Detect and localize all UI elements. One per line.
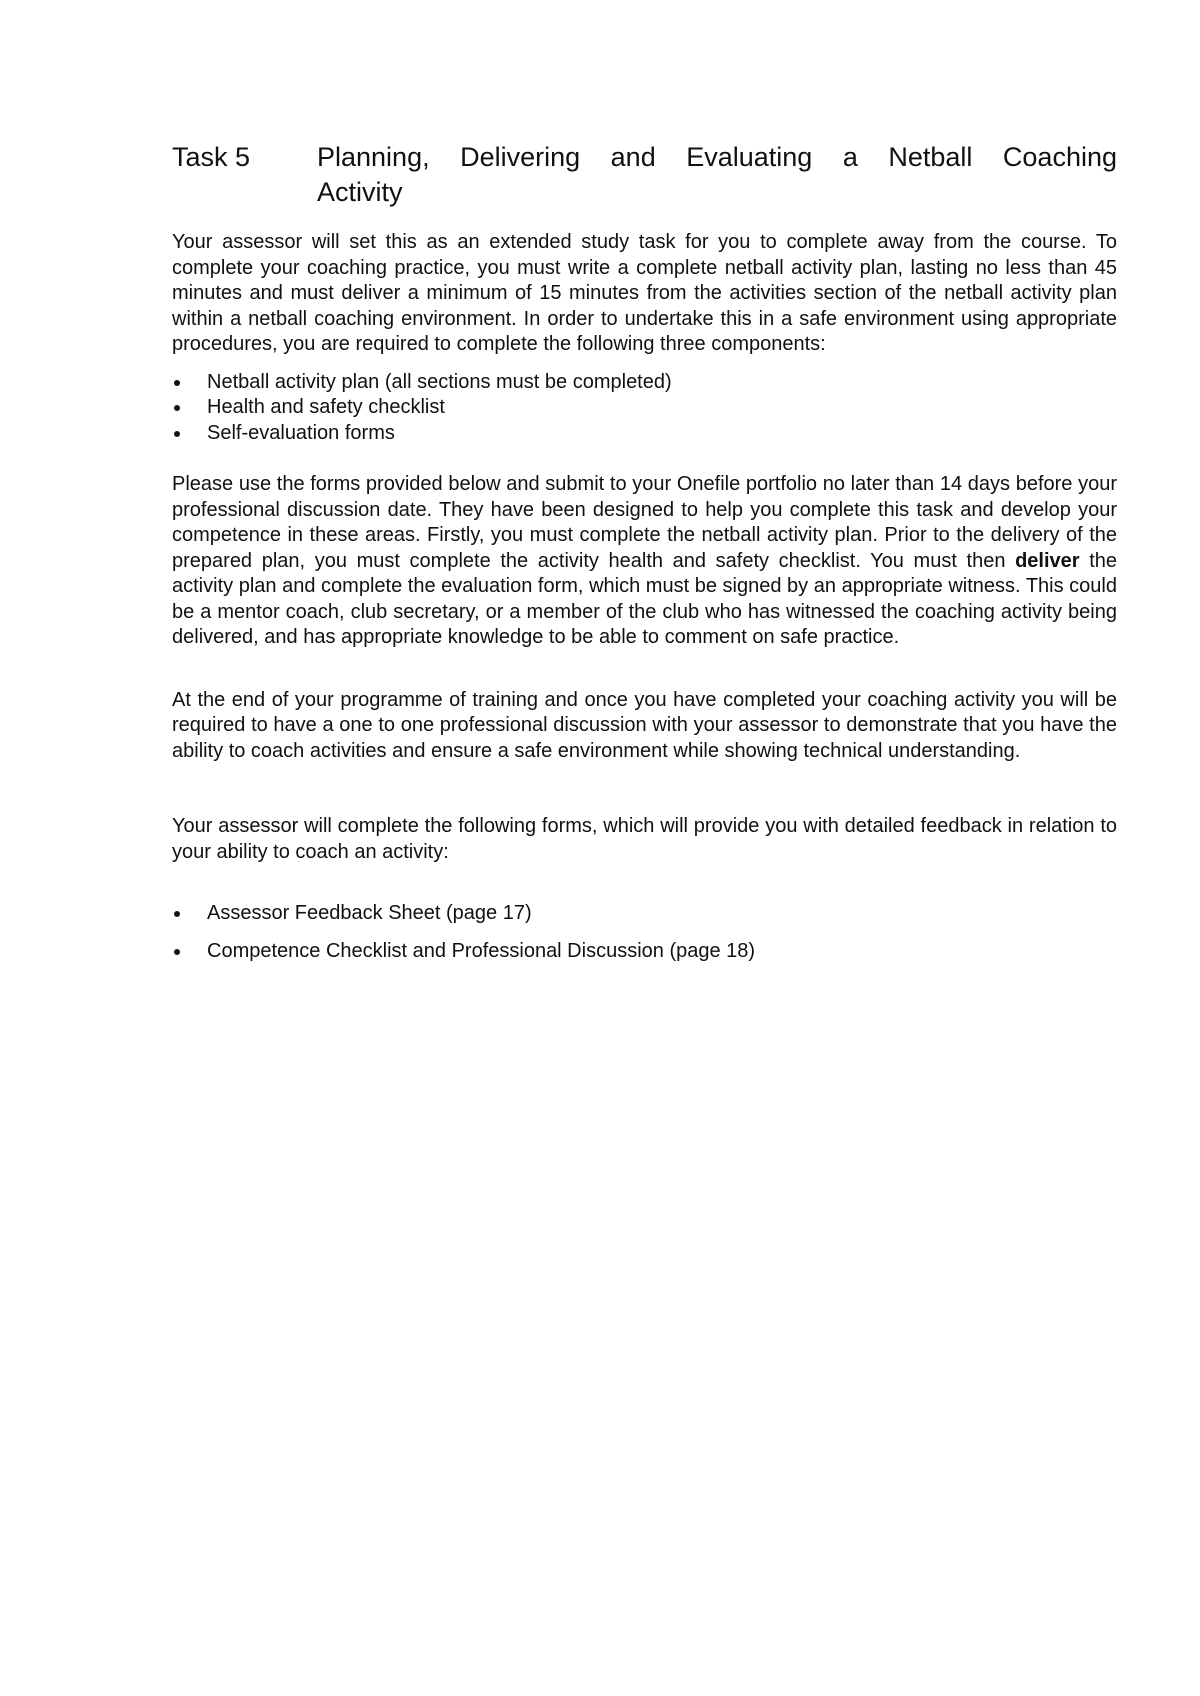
- end-paragraph: At the end of your programme of training and once you have completed your coaching activity you will be required to have a one to one professional discussion with your assessor to demonstrate that you have the ability to coach activities and ensure a safe environment while showing technical understanding.: [172, 688, 1117, 762]
- task-number: Task 5: [172, 142, 251, 172]
- forms-paragraph: [172, 472, 1117, 651]
- forms-text-before: Please use the forms provided below and submit to your Onefile portfolio no later than 14 days before your professional discussion date. They have been designed to help you complete this task and develop your competence in these areas. Firstly, you must complete the netball activity plan. Prior to the delivery of the prepared plan, you must complete the activity health and safety checklist. You must then: [172, 473, 1117, 572]
- list-item-text: Competence Checklist and Professional Discussion (page 18): [207, 939, 756, 962]
- assessor-forms-list: [172, 901, 1117, 964]
- components-list: [172, 370, 1117, 447]
- list-item-text: Self-evaluation forms: [207, 421, 395, 444]
- list-item: [172, 939, 1117, 965]
- list-item: [172, 421, 1117, 447]
- list-item: [172, 370, 1117, 396]
- list-item-text: Netball activity plan (all sections must be completed): [207, 370, 672, 393]
- list-item: [172, 901, 1117, 927]
- task-heading: [172, 140, 1117, 210]
- assessor-paragraph: Your assessor will complete the following forms, which will provide you with detailed feedback in relation to your ability to coach an activity:: [172, 815, 1117, 863]
- document-page: [172, 140, 1117, 964]
- task-title-line-2: Activity: [317, 177, 403, 207]
- list-item-text: Assessor Feedback Sheet (page 17): [207, 902, 532, 924]
- task-title-line-1: Planning, Delivering and Evaluating a Netball Coaching: [317, 142, 1117, 172]
- task-title: [317, 140, 1117, 210]
- forms-bold-deliver: deliver: [1015, 549, 1080, 572]
- list-item-text: Health and safety checklist: [207, 396, 445, 418]
- list-item: [172, 395, 1117, 421]
- intro-paragraph: Your assessor will set this as an extended study task for you to complete away from the course. To complete your coaching practice, you must write a complete netball activity plan, lasting no less than 45 minutes and must deliver a minimum of 15 minutes from the activities section of the netball activity plan within a netball coaching environment. In order to undertake this in a safe environment using appropriate procedures, you are required to complete the following three components:: [172, 231, 1117, 355]
- forms-text-after: the activity plan and complete the evaluation form, which must be signed by an appropriate witness. This could be a mentor coach, club secretary, or a member of the club who has witnessed the coaching activity being delivered, and has appropriate knowledge to be able to comment on safe practice.: [172, 549, 1117, 648]
